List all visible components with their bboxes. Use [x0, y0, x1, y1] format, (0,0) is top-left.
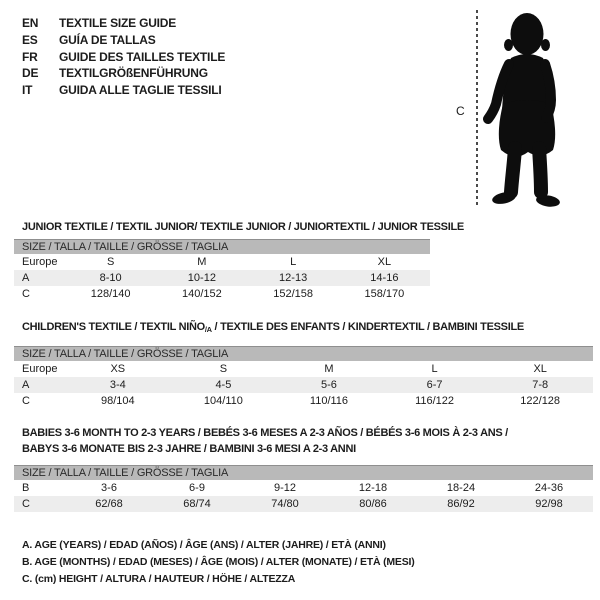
children-table-title: [22, 319, 524, 338]
row-label: A: [22, 379, 30, 391]
babies-table-title: [22, 425, 508, 457]
row-label: C: [22, 498, 30, 510]
age-cell: 18-24: [446, 482, 476, 494]
age-cell: 10-12: [187, 272, 216, 284]
age-cell: 6-9: [189, 482, 205, 494]
babies-title-line2: BABYS 3-6 MONATE BIS 2-3 JAHRE / BAMBINI 3-6 MESI A 2-3 ANNI: [22, 443, 356, 455]
legend-note-c: C. (cm) HEIGHT / ALTURA / HAUTEUR / HÖHE / ALTEZZA: [22, 573, 296, 585]
size-header-bar: SIZE / TALLA / TAILLE / GRÖSSE / TAGLIA: [14, 239, 430, 254]
size-cell: M: [324, 363, 334, 375]
height-cell: 140/152: [181, 288, 222, 300]
babies-title-line1: BABIES 3-6 MONTH TO 2-3 YEARS / BEBÉS 3-6 MESES A 2-3 AÑOS / BÉBÉS 3-6 MOIS À 2-3 ANS /: [22, 427, 508, 439]
height-cell: 110/116: [309, 395, 349, 407]
size-cell: XS: [110, 363, 126, 375]
age-cell: 12-13: [279, 272, 308, 284]
height-cell: 122/128: [520, 395, 561, 407]
table-row: [14, 377, 593, 393]
size-cell: L: [290, 256, 297, 268]
row-label: C: [22, 288, 30, 300]
size-header-bar: SIZE / TALLA / TAILLE / GRÖSSE / TAGLIA: [14, 346, 593, 361]
language-code: DE: [22, 66, 39, 81]
language-row-it: [22, 82, 225, 99]
table-row: [14, 361, 593, 377]
language-title: TEXTILE SIZE GUIDE: [59, 16, 177, 31]
baby-silhouette-icon: [478, 8, 578, 210]
language-code: FR: [22, 49, 38, 64]
age-cell: 9-12: [273, 482, 297, 494]
language-row-de: [22, 65, 225, 82]
size-cell: S: [219, 363, 228, 375]
height-cell: 80/86: [359, 498, 387, 510]
language-title-block: [22, 15, 225, 98]
row-label: B: [22, 482, 30, 494]
row-label: A: [22, 272, 30, 284]
language-row-fr: [22, 48, 225, 65]
children-size-table: [14, 346, 593, 409]
language-title: GUÍA DE TALLAS: [59, 33, 156, 48]
babies-size-table: [14, 465, 593, 512]
age-cell: 8-10: [99, 272, 122, 284]
age-cell: 3-6: [101, 482, 117, 494]
legend-notes: [22, 537, 415, 588]
size-cell: S: [106, 256, 115, 268]
children-title-prefix: CHILDREN'S TEXTILE / TEXTIL NIÑO: [22, 321, 205, 333]
age-cell: 24-36: [534, 482, 564, 494]
height-cell: 68/74: [183, 498, 211, 510]
age-cell: 5-6: [321, 379, 337, 391]
size-cell: L: [431, 363, 438, 375]
height-cell: 62/68: [95, 498, 123, 510]
language-code: IT: [22, 83, 33, 98]
age-cell: 3-4: [109, 379, 126, 391]
row-label: Europe: [22, 256, 58, 268]
table-row: [14, 393, 593, 409]
height-cell: 158/170: [364, 288, 405, 300]
height-cell: 152/158: [273, 288, 313, 300]
children-title-suffix: / TEXTILE DES ENFANTS / KINDERTEXTIL / BAMBINI TESSILE: [211, 321, 524, 333]
age-cell: 12-18: [358, 482, 388, 494]
height-cell: 74/80: [271, 498, 299, 510]
height-cell: 104/110: [203, 395, 243, 407]
row-label: Europe: [22, 363, 58, 375]
table-row: [14, 254, 430, 270]
legend-note-a: A. AGE (YEARS) / EDAD (AÑOS) / ÂGE (ANS) / ALTER (JAHRE) / ETÀ (ANNI): [22, 539, 386, 551]
size-cell: XL: [533, 363, 547, 375]
size-cell: M: [197, 256, 207, 268]
language-row-es: [22, 32, 225, 49]
language-title: TEXTILGRÖßENFÜHRUNG: [59, 66, 208, 81]
table-row: [14, 496, 593, 512]
height-cell: 86/92: [447, 498, 475, 510]
language-title: GUIDA ALLE TAGLIE TESSILI: [59, 83, 222, 98]
height-cell: 98/104: [100, 395, 135, 407]
table-row: [14, 480, 593, 496]
language-row-en: [22, 15, 225, 32]
size-cell: XL: [377, 256, 392, 268]
language-code: EN: [22, 16, 39, 31]
language-code: ES: [22, 33, 38, 48]
table-row: [14, 270, 430, 286]
age-cell: 14-16: [370, 272, 399, 284]
height-cell: 116/122: [415, 395, 455, 407]
age-cell: 7-8: [532, 379, 549, 391]
legend-note-b: B. AGE (MONTHS) / EDAD (MESES) / ÂGE (MOIS) / ALTER (MONATE) / ETÀ (MESI): [22, 556, 415, 568]
height-cell: 128/140: [90, 288, 131, 300]
language-title: GUIDE DES TAILLES TEXTILE: [59, 49, 226, 64]
junior-size-table: [14, 239, 430, 302]
age-cell: 4-5: [215, 379, 232, 391]
age-cell: 6-7: [426, 379, 443, 391]
junior-table-title: JUNIOR TEXTILE / TEXTIL JUNIOR/ TEXTILE JUNIOR / JUNIORTEXTIL / JUNIOR TESSILE: [22, 221, 464, 233]
children-title-subscript: /A: [204, 325, 212, 334]
size-header-bar: SIZE / TALLA / TAILLE / GRÖSSE / TAGLIA: [14, 465, 593, 480]
height-cell: 92/98: [535, 498, 563, 510]
table-row: [14, 286, 430, 302]
row-label: C: [22, 395, 30, 407]
height-measure-label: C: [456, 104, 465, 118]
